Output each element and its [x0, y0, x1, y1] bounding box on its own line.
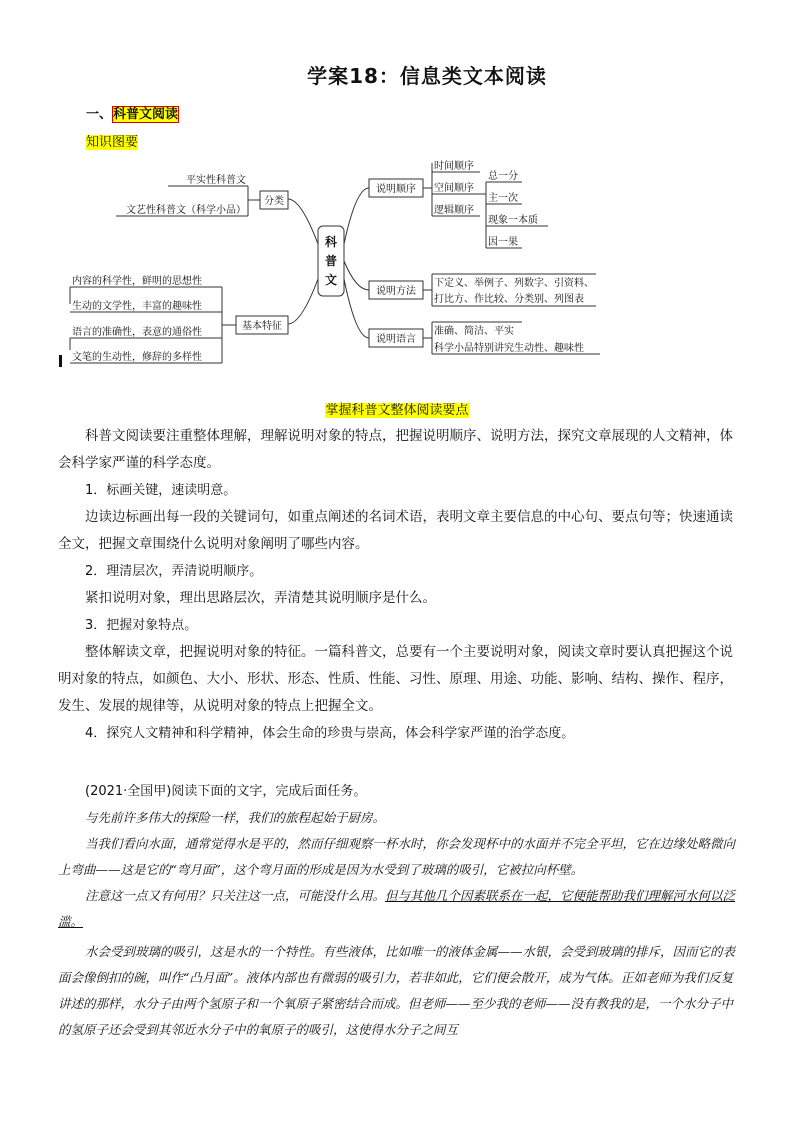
exercise-intro: (2021·全国甲)阅读下面的文字，完成后面任务。	[85, 784, 367, 799]
subheading-text: 掌握科普文整体阅读要点	[325, 403, 469, 418]
leaf-method-2: 打比方、作比较、分类别、列图表	[434, 294, 584, 305]
reading-paragraph-4: 水会受到玻璃的吸引，这是水的一个特性。有些液体，比如唯一的液体金属——水银，会受到玻璃的排斥，因而它的表面会像倒扣的碗，叫作“凸月面”。液体内部也有微弱的吸引力，若非如此，它们便会散开，成为气体。正如老师为我们反复讲述的那样，水分子由两个氢原子和一个氧原子紧密结合而成。但老师——至少我的老师——没有教我的是，一个水分子中的氢原子还会受到其邻近水分子中的氧原子的吸引，这使得水分子之间互	[58, 944, 736, 1037]
point-4-heading: 4．探究人文精神和科学精神，体会生命的珍贵与崇高，体会科学家严谨的治学态度。	[85, 726, 575, 741]
center-node-char-1: 科	[324, 235, 338, 249]
leaf-classify-2: 文艺性科普文（科学小品）	[126, 205, 246, 216]
leaf-logic-4: 因一果	[488, 237, 518, 248]
leaf-language-2: 科学小品特别讲究生动性、趣味性	[434, 343, 584, 354]
section-label: 科普文阅读	[113, 107, 179, 122]
leaf-logic-1: 总一分	[488, 171, 518, 182]
subheading	[0, 399, 794, 418]
branch-label-classify: 分类	[264, 196, 284, 207]
exercise-section	[58, 778, 744, 1043]
reading-paragraph-3	[58, 883, 744, 935]
reading-paragraph-1: 与先前许多伟大的探险一样，我们的旅程起始于厨房。	[85, 810, 386, 825]
branch-label-features: 基本特征	[242, 321, 282, 332]
reading-paragraph-3-a: 注意这一点又有何用？只关注这一点，可能没什么用。	[85, 888, 386, 903]
map-label-text: 知识图要	[86, 135, 139, 150]
point-3-body: 整体解读文章，把握说明对象的特征。一篇科普文，总要有一个主要说明对象，阅读文章时要认真把握这个说明对象的特点，如颜色、大小、形状、形态、性质、性能、习性、原理、用途、功能、影响、结构、操作、程序，发生、发展的规律等，从说明对象的特点上把握全文。	[58, 644, 733, 714]
leaf-feature-4: 文笔的生动性，修辞的多样性	[72, 352, 202, 363]
leaf-feature-1: 内容的科学性，鲜明的思想性	[72, 276, 202, 287]
reading-paragraph-3-underlined: 但与其他几个因素联系在一起，它便能帮助我们理解河水何以泛滥。	[58, 888, 736, 929]
page-title: 学案18：信息类文本阅读	[307, 64, 547, 88]
leaf-feature-2: 生动的文学性，丰富的趣味性	[72, 301, 202, 312]
leaf-method-1: 下定义、举例子、列数字、引资料、	[434, 278, 594, 289]
point-2-heading: 2．理清层次，弄清说明顺序。	[85, 564, 263, 579]
branch-label-language: 说明语言	[376, 334, 416, 345]
section-prefix: 一、	[86, 107, 113, 122]
point-2-body: 紧扣说明对象，理出思路层次，弄清楚其说明顺序是什么。	[85, 590, 436, 606]
point-1-body: 边读边标画出每一段的关键词句，如重点阐述的名词术语，表明文章主要信息的中心句、要点句等；快速通读全文，把握文章围绕什么说明对象阐明了哪些内容。	[58, 509, 733, 552]
leaf-order-2: 空间顺序	[434, 183, 474, 194]
branch-label-method: 说明方法	[376, 286, 416, 297]
leaf-logic-3: 现象一本质	[488, 215, 538, 226]
map-label	[86, 131, 138, 150]
knowledge-mindmap	[56, 154, 616, 370]
intro-paragraph: 科普文阅读要注重整体理解，理解说明对象的特点，把握说明顺序、说明方法，探究文章展现的人文精神，体会科学家严谨的科学态度。	[58, 428, 733, 471]
bracket-mark	[59, 355, 62, 367]
reading-paragraph-2: 当我们看向水面，通常觉得水是平的，然而仔细观察一杯水时，你会发现杯中的水面并不完全平坦，它在边缘处略微向上弯曲——这是它的“弯月面”，这个弯月面的形成是因为水受到了玻璃的吸引，它被拉向杯壁。	[58, 836, 736, 877]
point-3-heading: 3．把握对象特点。	[85, 618, 198, 633]
center-node-char-2: 普	[324, 254, 338, 268]
leaf-feature-3: 语言的准确性，表意的通俗性	[72, 327, 202, 338]
branch-label-order: 说明顺序	[376, 184, 416, 195]
leaf-language-1: 准确、简洁、平实	[434, 326, 514, 337]
leaf-order-3: 逻辑顺序	[434, 205, 474, 216]
leaf-logic-2: 主一次	[488, 193, 518, 204]
section-heading	[86, 103, 179, 122]
reading-guide	[58, 423, 744, 747]
leaf-classify-1: 平实性科普文	[186, 175, 246, 186]
center-node-char-3: 文	[324, 273, 338, 287]
leaf-order-1: 时间顺序	[434, 161, 474, 172]
point-1-heading: 1．标画关键，速读明意。	[85, 483, 237, 498]
